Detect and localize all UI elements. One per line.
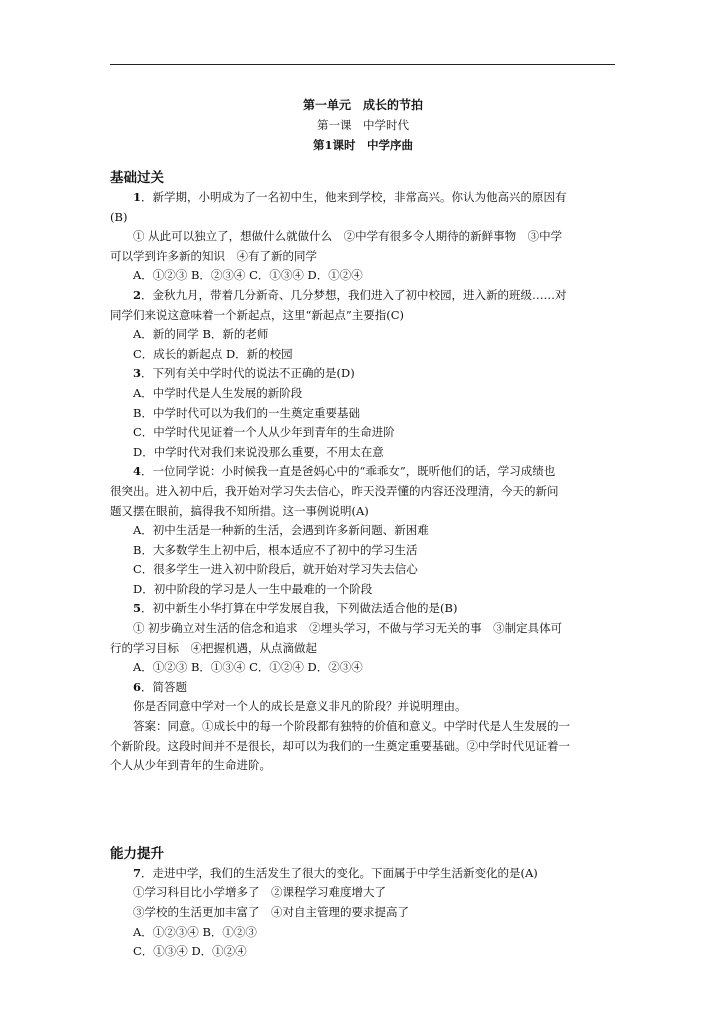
q5-items-line2: 行的学习目标 ④把握机遇，从点滴做起 bbox=[110, 640, 317, 655]
q1-stem-line2: (B) bbox=[110, 209, 128, 224]
q4-stem bbox=[110, 462, 616, 482]
q1-number: 1 bbox=[133, 190, 142, 204]
q3-number: 3 bbox=[133, 366, 142, 381]
q7-items-line1: ①学习科目比小学增多了 ②课程学习难度增大了 bbox=[133, 885, 386, 900]
q2-stem bbox=[110, 286, 616, 306]
q5-items-line1: ① 初步确立对生活的信念和追求 ②埋头学习，不做与学习无关的事 ③制定具体可 bbox=[133, 621, 563, 636]
q3-stem-text: ．下列有关中学时代的说法不正确的是(D) bbox=[141, 366, 355, 381]
q7-number: 7 bbox=[133, 865, 142, 880]
q4-number: 4 bbox=[133, 464, 142, 479]
q2-stem-line1: ．金秋九月，带着几分新奇、几分梦想，我们进入了初中校园，进入新的班级……对 bbox=[141, 287, 567, 302]
q2-options-line1: A．新的同学 B．新的老师 bbox=[133, 327, 269, 342]
lesson-title: 第一课 中学时代 bbox=[317, 118, 409, 132]
q3-option-b: B．中学时代可以为我们的一生奠定重要基础 bbox=[133, 405, 360, 420]
q3-option-a: A．中学时代是人生发展的新阶段 bbox=[133, 385, 303, 400]
q1-items-line2: 可以学到许多新的知识 ④有了新的同学 bbox=[110, 248, 317, 263]
q5-stem-text: ．初中新生小华打算在中学发展自我，下列做法适合他的是(B) bbox=[141, 601, 458, 616]
q2-number: 2 bbox=[133, 287, 142, 302]
q4-option-b: B．大多数学生上初中后，根本适应不了初中的学习生活 bbox=[133, 542, 418, 557]
q3-option-d: D．中学时代对我们来说没那么重要，不用太在意 bbox=[133, 444, 384, 459]
q6-answer-line3: 个人从少年到青年的生命进阶。 bbox=[110, 758, 271, 773]
q6-number: 6 bbox=[133, 679, 142, 694]
q1-items-line1: ① 从此可以独立了，想做什么就做什么 ②中学有很多令人期待的新鲜事物 ③中学 bbox=[133, 229, 563, 244]
q6-answer-line1: 答案：同意。①成长中的每一个阶段都有独特的价值和意义。中学时代是人生发展的一 bbox=[133, 719, 570, 734]
q4-option-a: A．初中生活是一种新的生活，会遇到许多新问题、新困难 bbox=[133, 523, 429, 538]
q6-question: 你是否同意中学对一个人的成长是意义非凡的阶段？并说明理由。 bbox=[133, 699, 467, 714]
q7-options-line2: C．①③④ D．①②④ bbox=[133, 944, 247, 959]
section-title-advanced: 能力提升 bbox=[110, 845, 164, 862]
q2-options-line2: C．成长的新起点 D．新的校园 bbox=[133, 346, 293, 361]
q7-stem bbox=[110, 864, 616, 884]
q6-answer-line2: 个新阶段。这段时间并不是很长，却可以为我们的一生奠定重要基础。②中学时代见证着一 bbox=[110, 738, 570, 753]
q5-number: 5 bbox=[133, 601, 142, 616]
q5-options: A．①②③ B．①③④ C．①②④ D．②③④ bbox=[133, 660, 363, 675]
q4-stem-line2: 很突出。进入初中后，我开始对学习失去信心，昨天没弄懂的内容还没理清，今天的新问 bbox=[110, 483, 559, 498]
q4-stem-line1: ．一位同学说：小时候我一直是爸妈心中的“乖乖女”，既听他们的话，学习成绩也 bbox=[141, 464, 556, 479]
q6-stem-text: ．简答题 bbox=[141, 679, 188, 694]
q1-stem-line1: ．新学期，小明成为了一名初中生，他来到学校，非常高兴。你认为他高兴的原因有 bbox=[141, 190, 567, 204]
section-title-basic: 基础过关 bbox=[110, 170, 164, 186]
q7-stem-text: ．走进中学，我们的生活发生了很大的变化。下面属于中学生活新变化的是(A) bbox=[141, 865, 538, 880]
q3-stem bbox=[110, 364, 616, 384]
q4-option-d: D．初中阶段的学习是人一生中最难的一个阶段 bbox=[133, 581, 373, 596]
q1-options: A．①②③ B．②③④ C．①③④ D．①②④ bbox=[133, 268, 363, 283]
section-spacer bbox=[110, 776, 616, 830]
document-body bbox=[110, 95, 616, 962]
q2-stem-line2: 同学们来说这意味着一个新起点，这里“新起点”主要指(C) bbox=[110, 307, 405, 322]
q5-stem bbox=[110, 599, 616, 619]
q6-stem bbox=[110, 678, 616, 698]
q1-stem bbox=[110, 188, 616, 208]
q7-options-line1: A．①②③④ B．①②③ bbox=[133, 924, 257, 939]
q4-option-c: C．很多学生一进入初中阶段后，就开始对学习失去信心 bbox=[133, 562, 418, 577]
q7-items-line2: ③学校的生活更加丰富了 ④对自主管理的要求提高了 bbox=[133, 905, 409, 919]
period-title: 第1课时 中学序曲 bbox=[312, 138, 413, 152]
unit-title: 第一单元 成长的节拍 bbox=[302, 98, 423, 112]
q3-option-c: C．中学时代见证着一个人从少年到青年的生命进阶 bbox=[133, 425, 395, 440]
q4-stem-line3: 题又摆在眼前，搞得我不知所措。这一事例说明(A) bbox=[110, 503, 369, 518]
header-rule bbox=[110, 64, 615, 65]
